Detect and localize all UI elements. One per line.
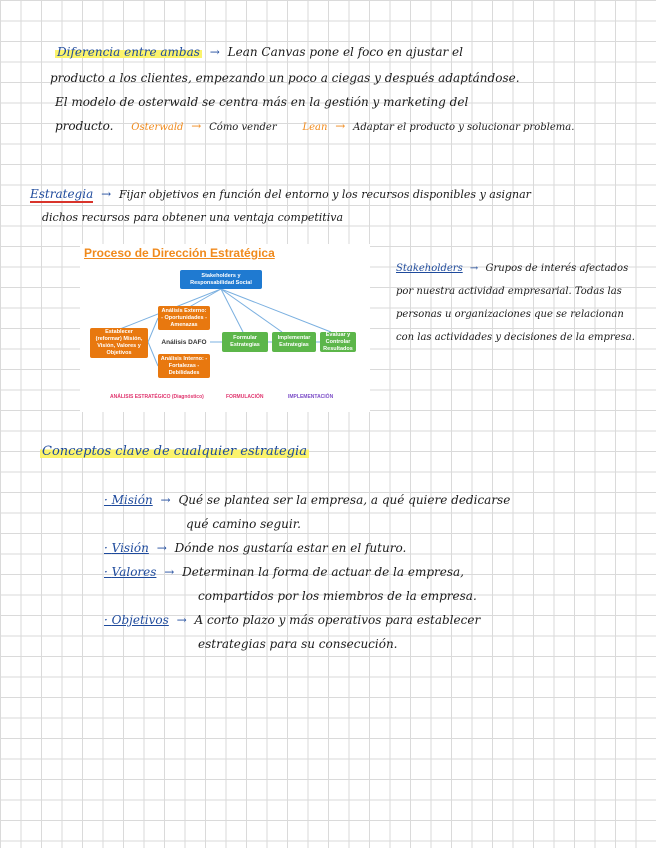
analisis-externo-box: Análisis Externo: - Oportunidades - Amenazas xyxy=(158,306,210,330)
stakeholders-label: Stakeholders xyxy=(396,263,463,274)
arrow-right-icon: → xyxy=(156,541,167,555)
stakeholders-note xyxy=(396,257,636,349)
evaluar-box: Evaluar y Controlar Resultados xyxy=(320,332,356,352)
concept-term: · Visión xyxy=(104,541,149,555)
lean-text: Adaptar el producto y solucionar problema. xyxy=(353,122,575,133)
lean-label: Lean xyxy=(302,122,328,133)
diagram-title: Proceso de Dirección Estratégica xyxy=(84,246,275,260)
arrow-right-icon: → xyxy=(209,45,220,59)
concept-vision xyxy=(104,540,406,556)
arrow-right-icon: → xyxy=(164,565,175,579)
diferencia-line-2: producto a los clientes, empezando un poco a ciegas y después adaptándose. xyxy=(50,71,520,85)
label-formulacion: FORMULACIÓN xyxy=(226,394,264,400)
diferencia-text-1: Lean Canvas pone el foco en ajustar el xyxy=(227,45,463,59)
estrategia-title: Estrategia xyxy=(30,187,94,201)
establecer-box: Establecer (reformar) Misión, Visión, Valores y Objetivos xyxy=(90,328,148,358)
concept-line-1: Qué se plantea ser la empresa, a qué quiere dedicarse xyxy=(178,493,511,507)
concept-term-text: Misión xyxy=(111,493,153,507)
stakeholders-text: Grupos de interés afectados por nuestra actividad empresarial. Todas las personas u organizaciones que se relacionan con las actividades y decisiones de la empresa. xyxy=(396,263,635,343)
concept-line-1: Determinan la forma de actuar de la empresa, xyxy=(182,565,464,579)
concept-objetivos xyxy=(104,612,480,628)
estrategia-line-2: dichos recursos para obtener una ventaja competitiva xyxy=(42,211,343,224)
estrategia-line-1 xyxy=(30,186,531,203)
concept-valores-line-2: compartidos por los miembros de la empresa. xyxy=(198,589,477,603)
concept-valores xyxy=(104,564,464,580)
concept-mision xyxy=(104,492,510,508)
estrategia-text-1: Fijar objetivos en función del entorno y los recursos disponibles y asignar xyxy=(118,188,531,201)
conceptos-title: Conceptos clave de cualquier estrategia xyxy=(42,444,307,459)
concept-term-text: Visión xyxy=(111,541,149,555)
concept-term: · Misión xyxy=(104,493,153,507)
concept-term: · Objetivos xyxy=(104,613,169,627)
analisis-interno-box: Análisis Interno: - Fortalezas - Debilidades xyxy=(158,354,210,378)
arrow-right-icon: → xyxy=(469,263,479,274)
diferencia-line-3: El modelo de osterwald se centra más en la gestión y marketing del xyxy=(55,95,469,109)
osterwald-label: Osterwald xyxy=(131,122,184,133)
stakeholders-box: Stakeholders y Responsabilidad Social xyxy=(180,270,262,289)
arrow-right-icon: → xyxy=(160,493,171,507)
arrow-right-icon: → xyxy=(335,119,346,133)
strategic-process-diagram xyxy=(80,244,370,412)
label-analisis-estrategico: ANÁLISIS ESTRATÉGICO (Diagnóstico) xyxy=(110,394,204,400)
concept-line-1: Dónde nos gustaría estar en el futuro. xyxy=(174,541,407,555)
label-implementacion: IMPLEMENTACIÓN xyxy=(288,394,334,400)
concept-term-text: Valores xyxy=(111,565,157,579)
concept-mision-line-2: qué camino seguir. xyxy=(186,517,301,531)
diferencia-title: Diferencia entre ambas xyxy=(57,45,200,59)
concept-line-1: A corto plazo y más operativos para establecer xyxy=(194,613,481,627)
arrow-right-icon: → xyxy=(101,187,112,201)
concept-term: · Valores xyxy=(104,565,157,579)
arrow-right-icon: → xyxy=(176,613,187,627)
osterwald-text: Cómo vender xyxy=(209,122,277,133)
diferencia-line-1 xyxy=(55,44,463,60)
diferencia-line-4 xyxy=(55,118,574,136)
conceptos-title-line xyxy=(40,444,309,460)
formular-box: Formular Estrategias xyxy=(222,332,268,352)
concept-objetivos-line-2: estrategias para su consecución. xyxy=(198,637,398,651)
analisis-dafo-label: Análisis DAFO xyxy=(158,334,210,350)
concept-term-text: Objetivos xyxy=(111,613,169,627)
implementar-box: Implementar Estrategias xyxy=(272,332,316,352)
diferencia-line-4-start: producto. xyxy=(55,119,114,133)
arrow-right-icon: → xyxy=(191,119,202,133)
